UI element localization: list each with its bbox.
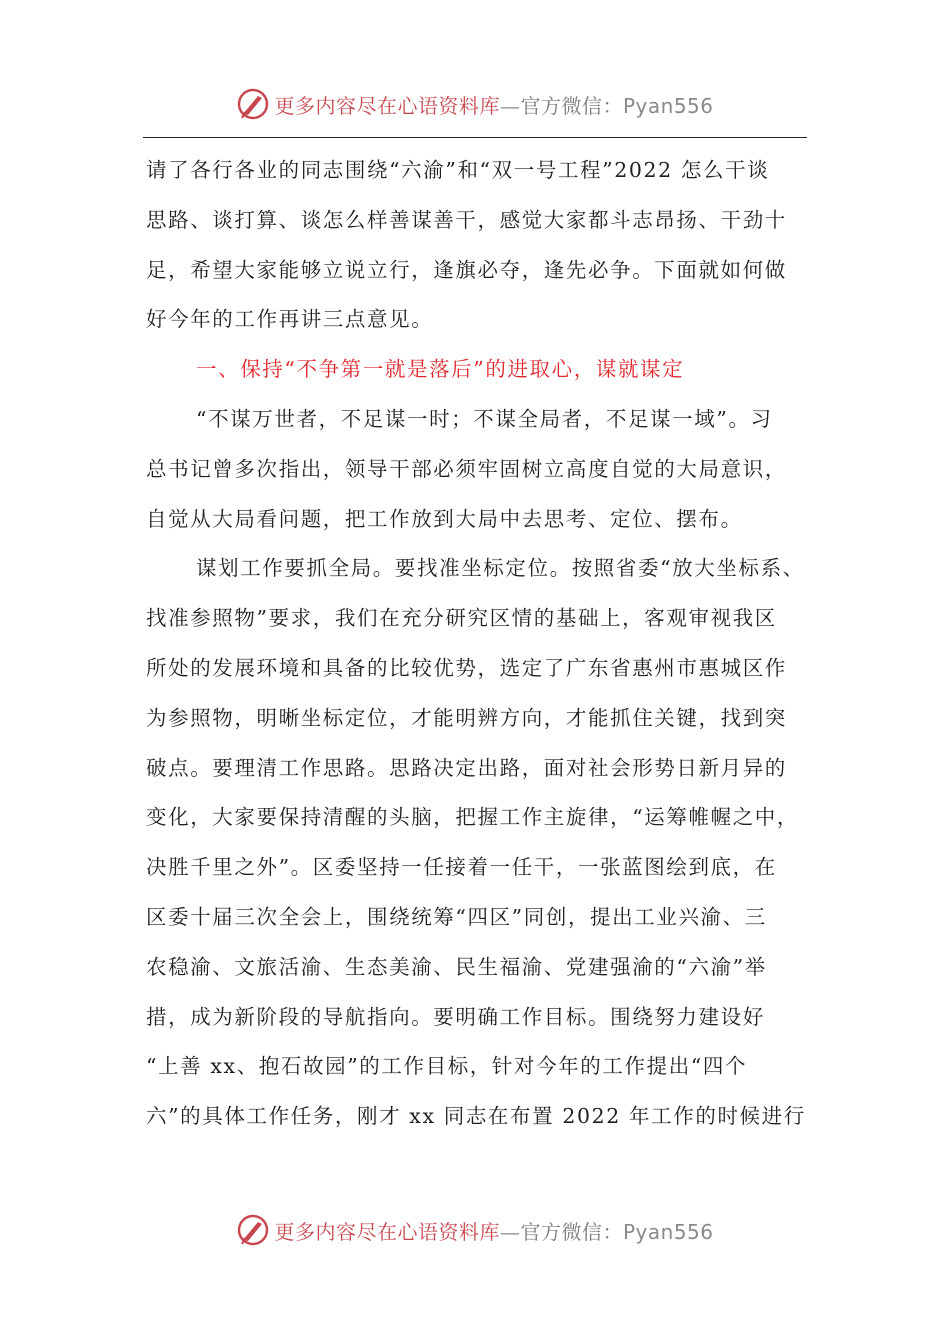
paragraph-line: 农稳渝、文旅活渝、生态美渝、民生福渝、党建强渝的“六渝”举 [146,954,767,979]
paragraph-line: 自觉从大局看问题，把工作放到大局中去思考、定位、摆布。 [146,506,743,531]
paragraph-line: “上善 xx、抱石故园”的工作目标，针对今年的工作提出“四个 [146,1054,748,1079]
header-divider [143,137,807,138]
paragraph-line: 找准参照物”要求，我们在充分研究区情的基础上，客观审视我区 [146,606,777,631]
quill-pen-logo-icon [236,87,270,121]
quill-pen-logo-icon [236,1213,270,1247]
banner-wechat-id: Pyan556 [622,1219,714,1244]
banner-wechat-label: 官方微信： [520,1219,623,1244]
paragraph-line: 好今年的工作再讲三点意见。 [146,307,434,332]
paragraph-line: 思路、谈打算、谈怎么样善谋善干，感觉大家都斗志昂扬、干劲十 [146,207,787,232]
banner-wechat-label: 官方微信： [520,93,623,118]
paragraph-line: 区委十届三次全会上，围绕统筹“四区”同创，提出工业兴渝、三 [146,904,767,929]
paragraph-line: 变化，大家要保持清醒的头脑，把握工作主旋律，“运筹帷幄之中， [146,805,799,830]
paragraph-line: “不谋万世者，不足谋一时；不谋全局者，不足谋一域”。习 [196,406,773,431]
paragraph-line: 总书记曾多次指出，领导干部必须牢固树立高度自觉的大局意识， [146,456,787,481]
header-banner-text [274,90,713,119]
paragraph-line: 决胜千里之外”。区委坚持一任接着一任干，一张蓝图绘到底，在 [146,855,777,880]
document-body [146,146,810,1142]
paragraph-line: 为参照物，明晰坐标定位，才能明辨方向，才能抓住关键，找到突 [146,705,787,730]
footer-banner [0,1208,950,1252]
banner-dash: — [499,93,521,118]
banner-dash: — [499,1219,521,1244]
paragraph-line: 足，希望大家能够立说立行，逢旗必夺，逢先必争。下面就如何做 [146,257,787,282]
paragraph-line: 六”的具体工作任务，刚才 xx 同志在布置 2022 年工作的时候进行 [146,1104,806,1129]
paragraph-line: 措，成为新阶段的导航指向。要明确工作目标。围绕努力建设好 [146,1004,765,1029]
paragraph-line: 所处的发展环境和具备的比较优势，选定了广东省惠州市惠城区作 [146,655,787,680]
section-heading: 一、保持“不争第一就是落后”的进取心，谋就谋定 [196,357,685,382]
banner-brand: 更多内容尽在心语资料库 [274,93,500,118]
header-banner [0,82,950,126]
paragraph-line: 谋划工作要抓全局。要找准坐标定位。按照省委“放大坐标系、 [196,556,805,581]
banner-brand: 更多内容尽在心语资料库 [274,1219,500,1244]
paragraph-line: 请了各行各业的同志围绕“六渝”和“双一号工程”2022 怎么干谈 [146,158,770,182]
paragraph-line: 破点。要理清工作思路。思路决定出路，面对社会形势日新月异的 [146,755,787,780]
banner-wechat-id: Pyan556 [622,93,714,118]
footer-banner-text [274,1216,713,1245]
